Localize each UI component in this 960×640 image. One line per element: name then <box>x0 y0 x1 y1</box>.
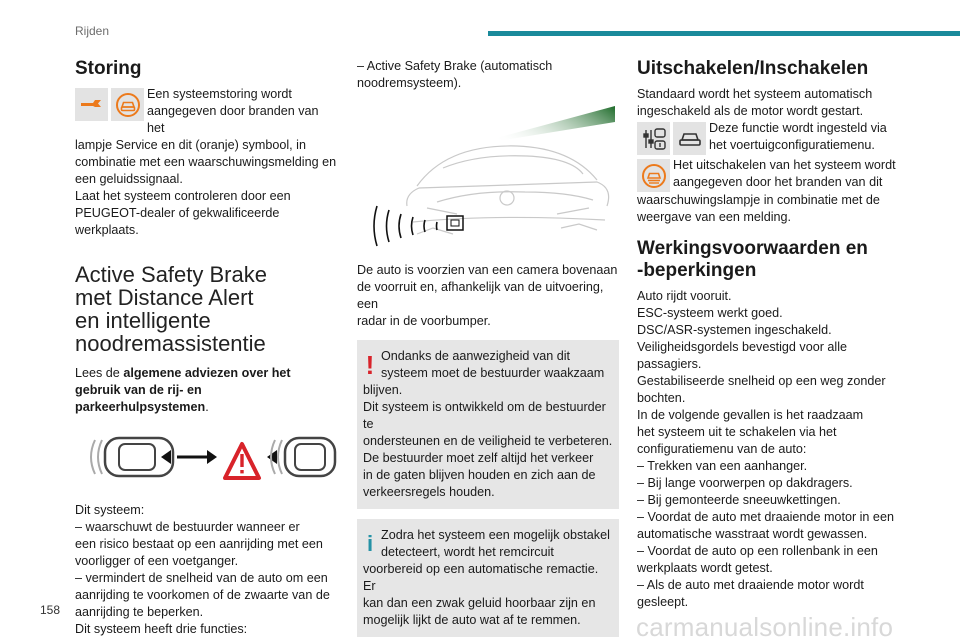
info-line-4: kan dan een zwak geluid hoorbaar zijn en <box>363 596 596 610</box>
system-line-6: aanrijding te voorkomen of de zwaarte van de <box>75 588 330 602</box>
storing-line-2: aangegeven door branden van het <box>147 104 319 135</box>
lamp-line-2: aangegeven door het branden van dit <box>673 175 883 189</box>
conditions-line-9: het systeem uit te schakelen via het <box>637 425 837 439</box>
col3-intro-line-2: ingeschakeld als de motor wordt gestart. <box>637 104 864 118</box>
warning-line-2: systeem moet de bestuurder waakzaam <box>381 366 605 380</box>
storing-line-3: lampje Service en dit (oranje) symbool, in <box>75 138 306 152</box>
column-2 <box>357 58 619 637</box>
system-line-7: aanrijding te beperken. <box>75 605 204 619</box>
conditions-line-17: werkplaats wordt getest. <box>637 561 773 575</box>
system-line-4: voorligger of een voetganger. <box>75 554 239 568</box>
conditions-line-2: ESC-systeem werkt goed. <box>637 306 783 320</box>
system-line-1: Dit systeem: <box>75 503 145 517</box>
advice-prefix: Lees de <box>75 366 124 380</box>
conditions-line-19: gesleept. <box>637 595 689 609</box>
camera-line-1: De auto is voorzien van een camera bovenaan <box>357 263 618 277</box>
col2-intro-line-1: – Active Safety Brake (automatisch <box>357 59 553 73</box>
system-line-3: een risico bestaat op een aanrijding met een <box>75 537 323 551</box>
storing-line-4: combinatie met een waarschuwingsmelding en <box>75 155 337 169</box>
warning-line-5: ondersteunen en de veiligheid te verbeteren. <box>363 434 613 448</box>
warning-line-1: Ondanks de aanwezigheid van dit <box>381 349 571 363</box>
conditions-line-15: automatische wasstraat wordt gewassen. <box>637 527 868 541</box>
col2-intro-line-2: noodremsysteem). <box>357 76 462 90</box>
info-note <box>357 519 619 637</box>
toggle-heading: Uitschakelen/Inschakelen <box>637 58 869 79</box>
lamp-line-3: waarschuwingslampje in combinatie met de <box>637 193 880 207</box>
distance-alert-illustration <box>75 426 337 488</box>
conditions-line-3: DSC/ASR-systemen ingeschakeld. <box>637 323 832 337</box>
car-camera-radar-illustration <box>357 102 619 252</box>
conditions-line-4: Veiligheidsgordels bevestigd voor alle <box>637 340 848 354</box>
system-line-8: Dit systeem heeft drie functies: <box>75 622 248 636</box>
settings-sliders-icon <box>637 122 670 155</box>
conditions-heading <box>637 238 897 282</box>
lamp-line-1: Het uitschakelen van het systeem wordt <box>673 158 896 172</box>
info-line-1: Zodra het systeem een mogelijk obstakel <box>381 528 610 542</box>
advice-bold-1: algemene adviezen over het gebruik <box>75 366 291 397</box>
service-car-icon <box>111 88 144 121</box>
asb-title-line-2: met Distance Alert <box>75 285 254 310</box>
storing-line-6: Laat het systeem controleren door een <box>75 189 291 203</box>
storing-line-7: PEUGEOT-dealer of gekwalificeerde werkplaats. <box>75 206 280 237</box>
info-line-2: detecteert, wordt het remcircuit <box>381 545 554 559</box>
column-1 <box>75 58 337 640</box>
conditions-heading-line-1: Werkingsvoorwaarden en <box>637 238 868 259</box>
conditions-line-16: – Voordat de auto op een rollenbank in een <box>637 544 878 558</box>
page-number: 158 <box>40 603 61 617</box>
conditions-line-5: passagiers. <box>637 357 702 371</box>
storing-line-5: een geluidssignaal. <box>75 172 183 186</box>
warning-lamp-icon <box>637 159 670 192</box>
conditions-line-7: bochten. <box>637 391 686 405</box>
warning-note <box>357 340 619 509</box>
wrench-icon <box>75 88 108 121</box>
car-outline-icon <box>673 122 706 155</box>
asb-title-line-3: en intelligente <box>75 308 211 333</box>
warning-line-4: Dit systeem is ontwikkeld om de bestuurder te <box>363 400 606 431</box>
conditions-line-11: – Trekken van een aanhanger. <box>637 459 808 473</box>
camera-line-2: de voorruit en, afhankelijk van de uitvoering, een <box>357 280 604 311</box>
lamp-block <box>637 157 897 192</box>
advice-paragraph <box>75 365 337 416</box>
system-line-2: – waarschuwt de bestuurder wanneer er <box>75 520 300 534</box>
storing-block <box>75 86 337 137</box>
asb-title-line-4: noodremassistentie <box>75 331 266 356</box>
info-icon: i <box>366 531 374 556</box>
lamp-line-4: weergave van een melding. <box>637 210 792 224</box>
column-3 <box>637 58 897 611</box>
info-line-5: mogelijk lijkt de auto wat af te remmen. <box>363 613 581 627</box>
conditions-line-6: Gestabiliseerde snelheid op een weg zonder <box>637 374 886 388</box>
warning-line-7: in de gaten blijven houden en zich aan de <box>363 468 596 482</box>
advice-bold-2: van de rij- en parkeerhulpsystemen <box>75 383 206 414</box>
conditions-line-1: Auto rijdt vooruit. <box>637 289 732 303</box>
config-line-1: Deze functie wordt ingesteld via <box>709 121 887 135</box>
header-accent-bar <box>488 31 960 36</box>
conditions-heading-line-2: -beperkingen <box>637 260 757 281</box>
conditions-line-8: In de volgende gevallen is het raadzaam <box>637 408 864 422</box>
conditions-line-18: – Als de auto met draaiende motor wordt <box>637 578 864 592</box>
config-block <box>637 120 897 155</box>
conditions-line-14: – Voordat de auto met draaiende motor in een <box>637 510 894 524</box>
watermark: carmanualsonline.info <box>636 612 894 640</box>
warning-line-8: verkeersregels houden. <box>363 485 495 499</box>
warning-line-3: blijven. <box>363 383 403 397</box>
warning-line-6: De bestuurder moet zelf altijd het verkeer <box>363 451 594 465</box>
conditions-line-12: – Bij lange voorwerpen op dakdragers. <box>637 476 853 490</box>
section-label: Rijden <box>75 24 110 38</box>
conditions-line-13: – Bij gemonteerde sneeuwkettingen. <box>637 493 841 507</box>
asb-title <box>75 263 337 355</box>
storing-heading: Storing <box>75 58 142 79</box>
asb-title-line-1: Active Safety Brake <box>75 262 267 287</box>
warning-exclamation-icon: ! <box>365 350 375 380</box>
conditions-line-10: configuratiemenu van de auto: <box>637 442 807 456</box>
config-line-2: het voertuigconfiguratiemenu. <box>709 138 875 152</box>
system-line-5: – vermindert de snelheid van de auto om een <box>75 571 328 585</box>
storing-line-1: Een systeemstoring wordt <box>147 87 292 101</box>
camera-line-3: radar in de voorbumper. <box>357 314 491 328</box>
col3-intro-line-1: Standaard wordt het systeem automatisch <box>637 87 873 101</box>
info-line-3: voorbereid op een automatische remactie. Er <box>363 562 599 593</box>
advice-suffix: . <box>205 400 209 414</box>
